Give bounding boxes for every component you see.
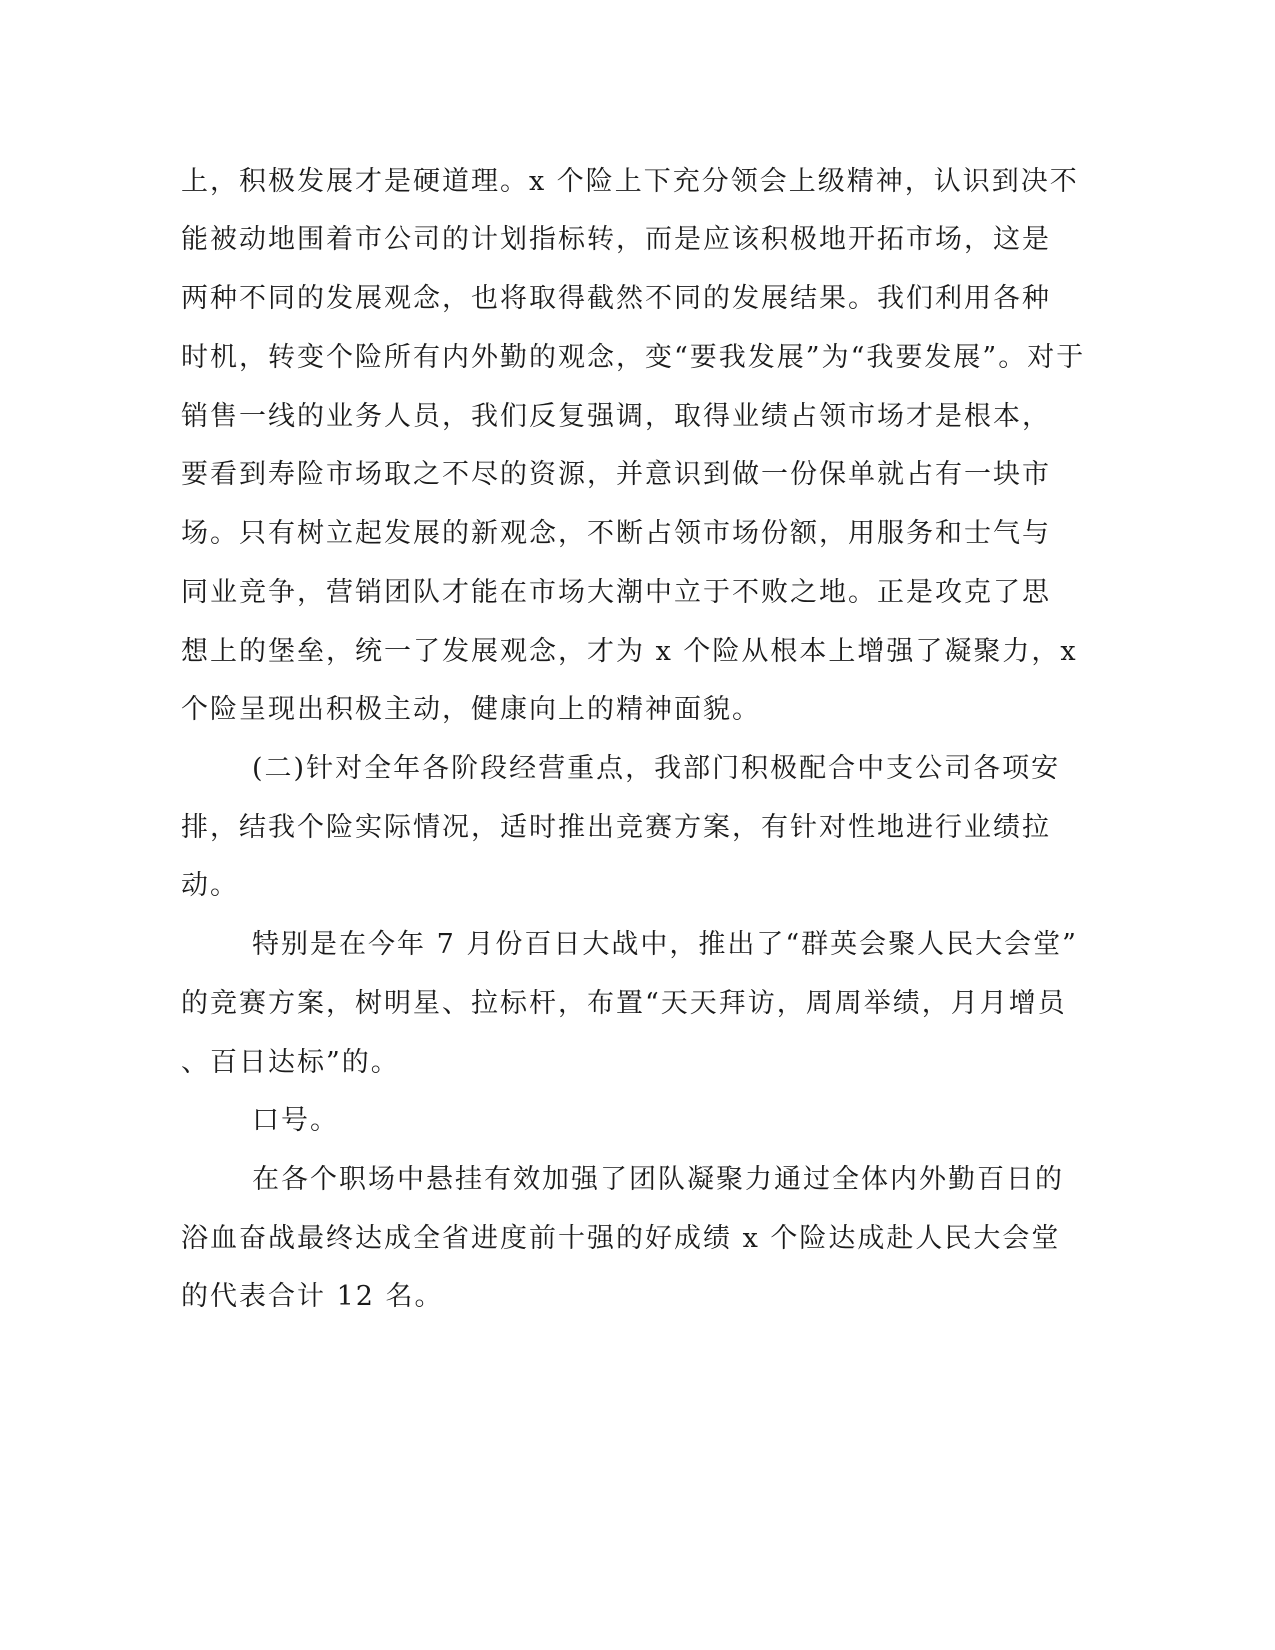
paragraph-first-line: 在各个职场中悬挂有效加强了团队凝聚力通过全体内外勤百日的 <box>252 1164 1064 1195</box>
text-line: 能被动地围着市公司的计划指标转，而是应该积极地开拓市场，这是 <box>181 224 1051 255</box>
text-line: 动。 <box>181 870 239 901</box>
text-line: 、百日达标”的。 <box>181 1047 400 1078</box>
paragraph-first-line: 特别是在今年 7 月份百日大战中，推出了“群英会聚人民大会堂” <box>252 929 1078 960</box>
text-line: 要看到寿险市场取之不尽的资源，并意识到做一份保单就占有一块市 <box>181 459 1051 490</box>
text-line: 浴血奋战最终达成全省进度前十强的好成绩 x 个险达成赴人民大会堂 <box>181 1223 1061 1254</box>
text-line: 时机，转变个险所有内外勤的观念，变“要我发展”为“我要发展”。对于 <box>181 342 1086 373</box>
text-line: 销售一线的业务人员，我们反复强调，取得业绩占领市场才是根本， <box>181 401 1051 432</box>
paragraph-first-line: (二)针对全年各阶段经营重点，我部门积极配合中支公司各项安 <box>252 753 1061 784</box>
text-line: 的竞赛方案，树明星、拉标杆，布置“天天拜访，周周举绩，月月增员 <box>181 988 1067 1019</box>
text-line: 想上的堡垒，统一了发展观念，才为 x 个险从根本上增强了凝聚力，x <box>181 636 1078 667</box>
paragraph-first-line: 口号。 <box>252 1105 339 1136</box>
text-line: 的代表合计 12 名。 <box>181 1281 444 1312</box>
text-line: 场。只有树立起发展的新观念，不断占领市场份额，用服务和士气与 <box>181 518 1051 549</box>
text-line: 两种不同的发展观念，也将取得截然不同的发展结果。我们利用各种 <box>181 283 1051 314</box>
text-line: 个险呈现出积极主动，健康向上的精神面貌。 <box>181 694 761 725</box>
text-line: 排，结我个险实际情况，适时推出竞赛方案，有针对性地进行业绩拉 <box>181 812 1051 843</box>
text-line: 同业竞争，营销团队才能在市场大潮中立于不败之地。正是攻克了思 <box>181 577 1051 608</box>
text-line: 上，积极发展才是硬道理。x 个险上下充分领会上级精神，认识到决不 <box>181 166 1079 197</box>
